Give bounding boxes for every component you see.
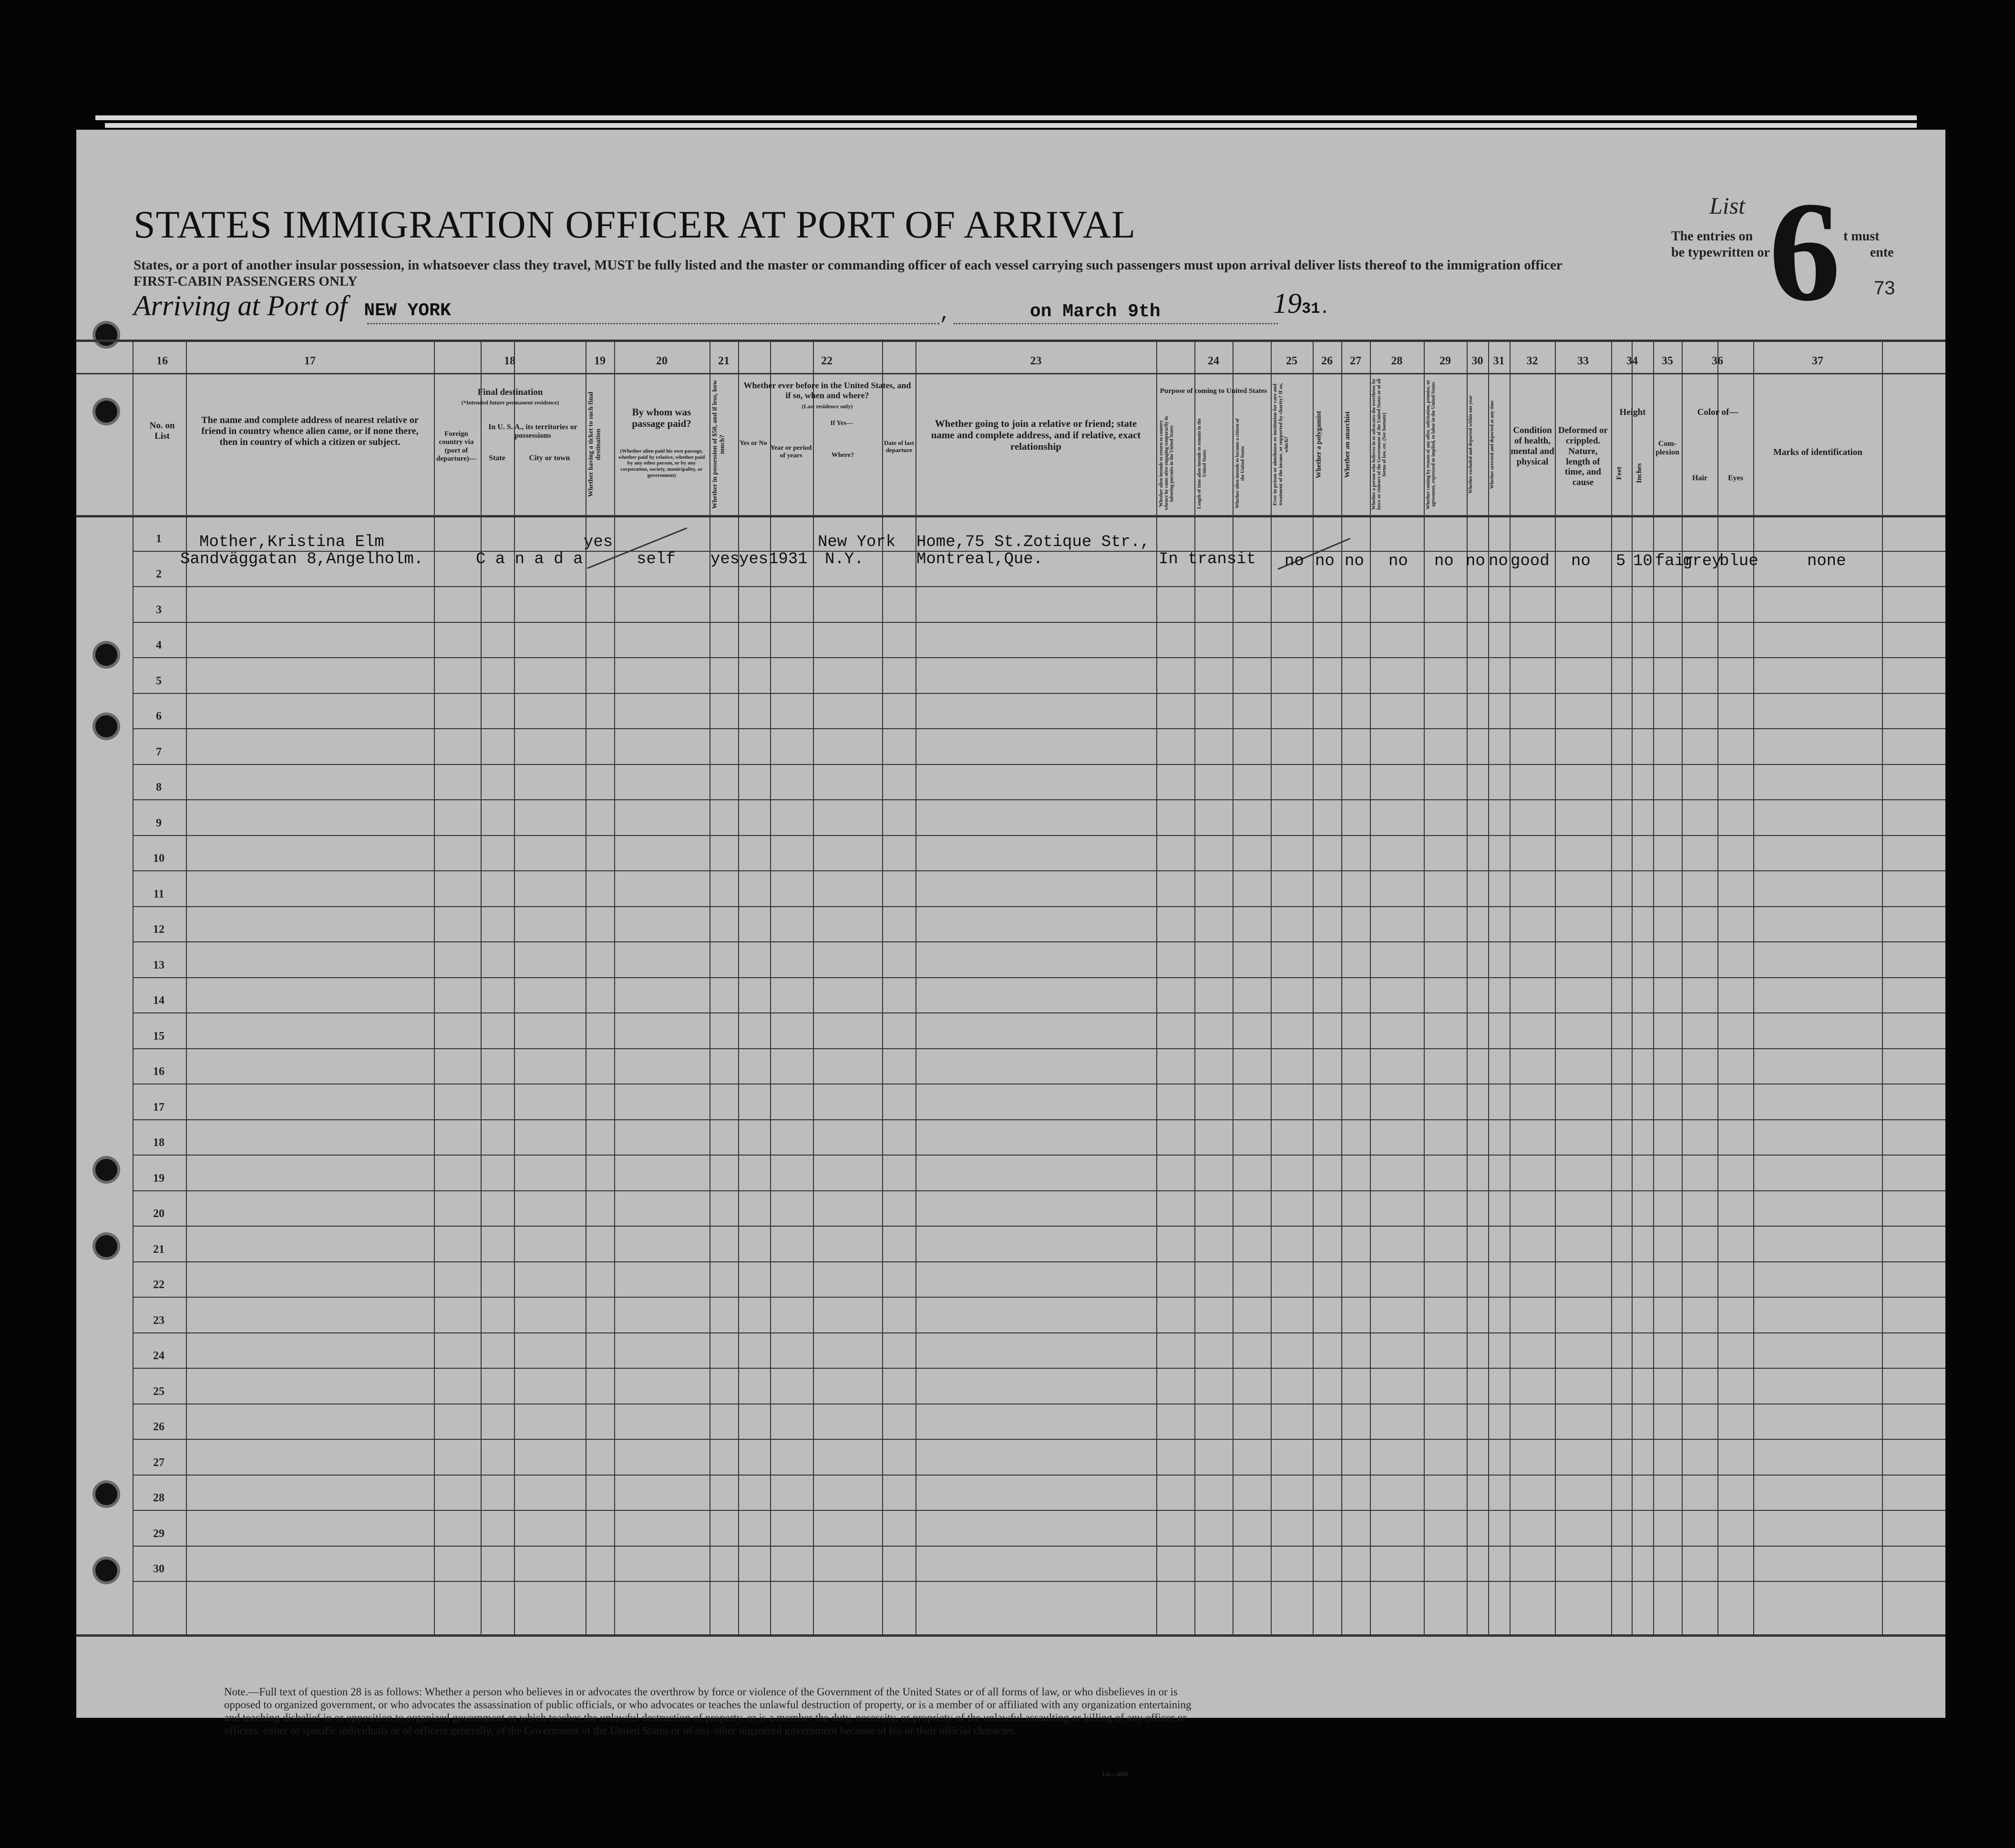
page-number: 73 [1874,278,1895,299]
column-line [813,340,814,1637]
col-36-hair: Hair [1692,474,1707,482]
col-17-header: The name and complete address of nearest relative or friend in country whence alien came, or if none there, then in country of which a citizen or subject. [201,415,419,447]
col-36-eyes: Eyes [1728,474,1743,482]
row-number: 26 [153,1421,164,1433]
colnum-rule [76,373,1945,374]
col-30-header: Whether excluded and deported within one year [1468,395,1473,494]
col-34-inches: Inches [1635,463,1643,483]
column-line [1611,340,1612,1637]
row-number: 28 [153,1492,164,1504]
col-36-header: Color of— [1697,407,1738,417]
binder-hole [95,1559,117,1581]
arriving-label: Arriving at Port of [134,290,348,321]
column-line [1753,340,1754,1637]
form-code: 14—480 [1101,1770,1128,1778]
col-21-header: Whether in possession of $50, and if less, how much? [711,380,726,509]
row-number: 30 [153,1563,164,1575]
col-37-number: 37 [1812,355,1823,367]
col-20-header: By whom was passage paid? [632,406,691,430]
col-28-number: 28 [1391,355,1403,367]
column-line [1156,340,1157,1637]
col-22-year: Year or period of years [770,444,812,460]
column-line [514,340,515,1637]
col-18-subheader: (*Intended future permanent residence) [461,399,559,406]
row-line [133,1581,1945,1582]
has-50-value: yes [710,550,740,568]
binder-hole [95,401,117,423]
row-number: 4 [156,639,162,651]
col-33-number: 33 [1577,355,1589,367]
port-line [367,323,939,324]
row-line [133,1155,1945,1156]
col-29-number: 29 [1439,355,1451,367]
row-line [133,1226,1945,1227]
col-28-header: Whether a person who believes in or advocates the overthrow by force or violence of the Government of the United States or of all forms of law, etc. (See footnote) [1371,379,1387,510]
col-25-header: Ever in prison or almshouse or institution for care and treatment of the insane, or supported by charity? If so, which? [1272,383,1290,506]
destination-value: C a n a d a [476,550,583,568]
row-number: 22 [153,1279,164,1291]
comma: , [939,304,951,325]
year-value: 1931 [769,550,808,568]
col-26-number: 26 [1321,355,1333,367]
row-line [133,941,1945,942]
column-line [481,340,482,1637]
row-line [133,1297,1945,1298]
row-number: 23 [153,1314,164,1327]
col-17-number: 17 [304,355,316,367]
eyes-value: blue [1719,552,1758,570]
column-line [1632,340,1633,1637]
col-22-yesno: Yes or No [740,440,767,447]
column-line [1467,340,1468,1637]
column-line [709,340,710,1637]
binder-hole [95,1235,117,1257]
col-32-header: Condition of health, mental and physical [1511,425,1554,467]
port-value: NEW YORK [364,300,451,321]
col-27-header: Whether an anarchist [1344,411,1351,478]
row-number: 1 [156,532,162,545]
col-32-number: 32 [1526,355,1538,367]
footnote: Note.—Full text of question 28 is as follows: Whether a person who believes in or advocates the overthrow by force or violence of the Government of the United States or of all forms of law, or who disbelieves in or is opposed to organized government, or who advocates the assassination of public officials, or who advocates or teaches the unlawful destruction of property, or is a member of or affiliated with any organization entertaining and teaching disbelief in or opposition to organized government or which teaches the unlawful destruction of property, or is a member the duty, necessity, or propriety of the unlawful assaulting or killing of any officer or officers, either of specific individuals or of officers generally, of the Government of the United States or of any other organized government because of his or their official character. [224,1686,1192,1737]
column-line [1370,340,1371,1637]
col-25-number: 25 [1286,355,1297,367]
binder-hole [95,644,117,666]
complexion-value: fair [1655,552,1694,570]
col-24-a: Whether alien intends to return to country whence he came after engaging temporarily in laboring pursuits in the United States [1159,416,1174,511]
row-number: 16 [153,1065,164,1078]
row-line [133,586,1945,587]
col-24-c: Whether alien intends to become a citizen of the United States [1235,418,1245,509]
col-18-state: State [489,454,505,462]
col-22-ifyes: If Yes— [830,420,853,427]
row-number: 13 [153,959,164,971]
column-line [1233,340,1234,1637]
table-top-rule [76,340,1945,342]
row-line [133,870,1945,871]
col-33-header: Deformed or crippled. Nature, length of time, and cause [1558,425,1608,488]
row-number: 11 [153,888,164,900]
row-number: 20 [153,1208,164,1220]
col-31-number: 31 [1493,355,1505,367]
row-line [133,1012,1945,1013]
row-number: 19 [153,1172,164,1185]
passage-paid-value: self [637,550,676,568]
column-line [1510,340,1511,1637]
col-31-header: Whether arrested and deported at any time [1490,400,1495,489]
row-number: 24 [153,1350,164,1362]
column-line [1271,340,1272,1637]
list-label: List [1709,192,1746,219]
col-19-number: 19 [594,355,606,367]
col-22-where: Where? [831,452,854,459]
q25-value: no [1285,552,1304,570]
row-number: 17 [153,1101,164,1114]
q29-value: no [1434,552,1454,570]
row-number: 5 [156,674,162,687]
column-line [1882,340,1883,1637]
col-18-usa: In U. S. A., its territories or possessions [488,423,577,440]
column-line [1341,340,1342,1637]
col-20-number: 20 [656,355,668,367]
column-line [738,340,739,1637]
column-line [1194,340,1195,1637]
column-line [770,340,771,1637]
column-line [1717,340,1718,1637]
column-line [1488,340,1489,1637]
row-number: 12 [153,923,164,936]
col-37-header: Marks of identification [1773,447,1862,457]
list-number: 6 [1769,172,1840,330]
arriving-line [134,289,451,322]
subtitle: States, or a port of another insular possession, in whatsoever class they travel, MUST be fully listed and the master or commanding officer of each vessel carrying such passengers must upon arrival deliver lists thereof to the immigration officer [134,258,1563,273]
col-16-header: No. on List [149,421,175,441]
deformed-value: no [1571,552,1591,570]
date-line [954,323,1278,324]
list-note: The entries on t must [1671,229,1880,244]
col-24-number: 24 [1208,355,1219,367]
row-number: 2 [156,568,162,580]
row-number: 7 [156,745,162,758]
row-line [133,1368,1945,1369]
class-line: FIRST-CABIN PASSENGERS ONLY [134,274,358,289]
row-number: 10 [153,852,164,865]
col-22-header: Whether ever before in the United States, and if so, when and where? [743,381,911,400]
row-line [133,835,1945,836]
row-number: 25 [153,1385,164,1398]
row-line [133,1439,1945,1440]
row-line [133,657,1945,658]
where-value-2: N.Y. [825,550,864,568]
list-note: be typewritten or ente [1671,245,1894,260]
marks-value: none [1807,552,1846,570]
col-30-number: 30 [1471,355,1483,367]
row-line [133,1510,1945,1511]
col-35-number: 35 [1662,355,1673,367]
row-number: 8 [156,781,162,794]
col-22-subheader: (Last residence only) [802,403,853,410]
row-line [133,764,1945,765]
col-24-b: Length of time alien intends to remain in the United States [1197,418,1207,509]
col-18-header: Final destination [477,387,543,397]
col-27-number: 27 [1350,355,1361,367]
col-34-header: Height [1619,407,1646,417]
feet-value: 5 [1616,552,1626,570]
column-line [1682,340,1683,1637]
column-line [434,340,435,1637]
row-number: 27 [153,1456,164,1469]
header-bottom-rule [76,515,1945,517]
row-number: 29 [153,1527,164,1540]
row-line [133,906,1945,907]
binder-hole [95,1159,117,1181]
row-number: 3 [156,603,162,616]
joining-address: Home,75 St.Zotique Str., [916,533,1150,551]
row-line [133,1546,1945,1547]
binder-hole [95,715,117,737]
column-line [1424,340,1425,1637]
ticket-value: yes [584,533,613,551]
col-18-foreign: Foreign country via (port of departure)— [436,430,476,463]
row-line [133,1119,1945,1120]
page-title: STATES IMMIGRATION OFFICER AT PORT OF ARRIVAL [134,203,1136,246]
q27-value: no [1345,552,1364,570]
col-21-number: 21 [718,355,730,367]
page-edge [105,123,1917,128]
col-35-header: Com- plexion [1655,440,1679,457]
page-edge [95,115,1917,120]
col-34-number: 34 [1626,355,1638,367]
col-36-number: 36 [1712,355,1723,367]
row-line [133,1475,1945,1476]
year-label: 1931. [1273,288,1329,319]
col-18-city: City or town [529,454,570,462]
row-line [133,1261,1945,1262]
hair-value: grey [1683,552,1722,570]
column-line [614,340,615,1637]
col-20-subheader: (Whether alien paid his own passage, whether paid by relative, whether paid by any other person, or by any corporation, society, municipality, or government) [618,448,705,478]
q30-value: no [1466,552,1485,570]
row-line [133,693,1945,694]
table-bottom-rule [76,1634,1945,1637]
col-29-header: Whether coming by reason of any offer, solicitation, promise, or agreement, expressed or implied, to labor in the United States [1426,380,1436,509]
q31-value: no [1489,552,1508,570]
q26-value: no [1315,552,1335,570]
row-number: 15 [153,1030,164,1043]
row-line [133,799,1945,800]
col-24-header: Purpose of coming to United States [1160,387,1267,395]
row-number: 9 [156,816,162,829]
row-number: 21 [153,1243,164,1256]
col-19-header: Whether having a ticket to such final destination [587,392,602,497]
q28-value: no [1388,552,1408,570]
row-line [133,977,1945,978]
row-number: 14 [153,994,164,1007]
manifest-page [76,130,1945,1778]
col-16-number: 16 [156,355,168,367]
col-22-date: Date of last departure [884,439,914,454]
col-26-header: Whether a polygamist [1315,411,1323,478]
binder-hole [95,324,117,346]
column-line [1653,340,1654,1637]
row-line [133,1190,1945,1191]
inches-value: 10 [1633,552,1653,570]
row-line [133,1332,1945,1333]
row-line [133,622,1945,623]
column-line [186,340,187,1637]
health-value: good [1511,552,1550,570]
row-line [133,728,1945,729]
row-line [133,1048,1945,1049]
column-line [1555,340,1556,1637]
col-22-number: 22 [821,355,833,367]
col-23-header: Whether going to join a relative or friend; state name and complete address, and if relative, exact relationship [931,418,1141,453]
col-18-number: 18 [504,355,515,367]
joining-address-2: Montreal,Que. [916,550,1043,568]
col-34-feet: Feet [1615,466,1623,480]
binder-hole [95,1483,117,1505]
row-number: 6 [156,710,162,723]
where-value: New York [818,533,896,551]
before-in-us-value: yes [739,550,769,568]
row-number: 18 [153,1136,164,1149]
purpose-value: In transit [1159,550,1256,568]
col-23-number: 23 [1030,355,1042,367]
arrival-date: on March 9th [1030,301,1161,322]
relative-address: Sandväggatan 8,Angelholm. [180,550,424,568]
relative-name: Mother,Kristina Elm [199,533,384,551]
column-line [1313,340,1314,1637]
